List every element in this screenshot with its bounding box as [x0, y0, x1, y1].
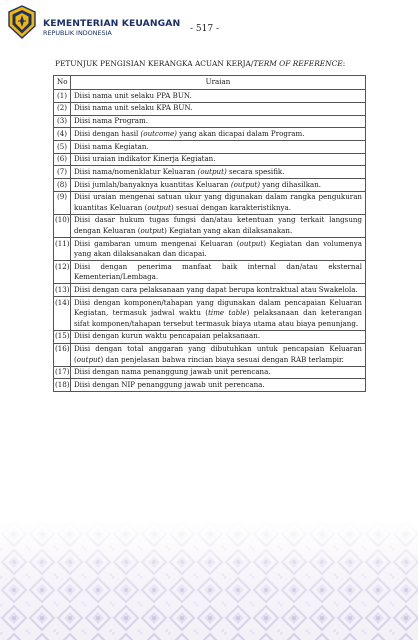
- row-number: (1): [54, 90, 71, 103]
- row-description: [71, 102, 366, 115]
- row-description: [71, 379, 366, 392]
- row-description: [71, 179, 366, 192]
- description-text: Diisi nama unit selaku PPA BUN.: [74, 90, 192, 100]
- row-description: [71, 166, 366, 179]
- title-italic: TERM OF REFERENCE: [253, 59, 343, 68]
- row-number: (14): [54, 297, 71, 331]
- description-italic-term: (output): [230, 179, 261, 189]
- column-header-no: No: [54, 76, 71, 90]
- description-text: secara spesifik.: [226, 166, 285, 176]
- description-italic-term: time table: [208, 308, 247, 318]
- description-italic-term: output: [76, 354, 101, 364]
- description-text: ) Kegiatan yang akan dilaksanakan.: [164, 225, 293, 235]
- table-row: [54, 191, 366, 214]
- description-text: Diisi dengan hasil: [74, 128, 141, 138]
- row-number: (4): [54, 128, 71, 141]
- page-header: [0, 0, 418, 48]
- table-row: [54, 166, 366, 179]
- page-number: - 517 -: [190, 24, 219, 34]
- row-number: (18): [54, 379, 71, 392]
- row-number: (11): [54, 238, 71, 261]
- ministry-block: [43, 18, 180, 38]
- description-text: Diisi dengan cara pelaksanaan yang dapat berupa kontraktual atau Swakelola.: [74, 285, 358, 295]
- row-description: [71, 238, 366, 261]
- description-text: Diisi dengan penerima manfaat baik internal dan/atau eksternal Kementerian/Lembaga.: [74, 261, 362, 282]
- column-header-desc: Uraian: [71, 76, 366, 90]
- description-italic-term: (outcome): [140, 128, 177, 138]
- description-text: Diisi uraian indikator Kinerja Kegiatan.: [74, 154, 216, 164]
- row-number: (17): [54, 366, 71, 379]
- table-row: [54, 153, 366, 166]
- row-description: [71, 214, 366, 237]
- row-number: (7): [54, 166, 71, 179]
- row-number: (16): [54, 343, 71, 366]
- row-description: [71, 191, 366, 214]
- row-number: (12): [54, 261, 71, 284]
- description-italic-term: output: [140, 225, 165, 235]
- table-row: [54, 330, 366, 343]
- document-title: [55, 58, 375, 69]
- row-number: (8): [54, 179, 71, 192]
- row-description: [71, 140, 366, 153]
- row-description: [71, 366, 366, 379]
- description-text: Diisi gambaran umum mengenai Keluaran (: [74, 238, 240, 248]
- table-row: [54, 140, 366, 153]
- table-row: [54, 284, 366, 297]
- ministry-emblem-icon: [7, 5, 37, 39]
- table-row: [54, 238, 366, 261]
- description-text: Diisi dasar hukum tugas fungsi dan/atau ketentuan yang terkait langsung dengan Keluaran (: [74, 215, 362, 235]
- description-text: Diisi jumlah/banyaknya kuantitas Keluaran: [74, 179, 231, 189]
- description-text: ) sesuai dengan karakteristiknya.: [171, 202, 292, 212]
- table-row: [54, 379, 366, 392]
- row-description: [71, 343, 366, 366]
- description-text: Diisi uraian mengenai satuan ukur yang digunakan dalam rangka pengukuran kuantitas Keluaran (: [74, 192, 362, 212]
- description-text: Diisi dengan kurun waktu pencapaian pelaksanaan.: [74, 331, 261, 341]
- row-number: (3): [54, 115, 71, 128]
- row-description: [71, 128, 366, 141]
- row-description: [71, 90, 366, 103]
- batik-pattern-decoration: [0, 520, 418, 640]
- description-text: Diisi nama/nomenklatur Keluaran: [74, 166, 198, 176]
- table-row: [54, 297, 366, 331]
- row-description: [71, 284, 366, 297]
- row-description: [71, 330, 366, 343]
- description-text: yang akan dicapai dalam Program.: [176, 128, 305, 138]
- row-number: (15): [54, 330, 71, 343]
- table-row: [54, 214, 366, 237]
- row-number: (2): [54, 102, 71, 115]
- description-text: yang dihasilkan.: [260, 179, 322, 189]
- table-header-row: [54, 76, 366, 90]
- description-italic-term: output: [147, 202, 172, 212]
- title-suffix: :: [342, 59, 346, 68]
- table-row: [54, 366, 366, 379]
- instruction-table: [53, 75, 366, 392]
- row-number: (6): [54, 153, 71, 166]
- table-row: [54, 343, 366, 366]
- table-row: [54, 128, 366, 141]
- table-row: [54, 179, 366, 192]
- row-number: (13): [54, 284, 71, 297]
- description-text: Diisi dengan nama penanggung jawab unit perencana.: [74, 367, 271, 377]
- description-text: Diisi dengan NIP penanggung jawab unit perencana.: [74, 379, 265, 389]
- ministry-name: KEMENTERIAN KEUANGAN: [43, 18, 181, 29]
- table-row: [54, 261, 366, 284]
- description-text: Diisi dengan total anggaran yang dibutuhkan untuk pencapaian Keluaran (: [74, 344, 362, 364]
- table-row: [54, 102, 366, 115]
- row-number: (9): [54, 191, 71, 214]
- row-number: (5): [54, 140, 71, 153]
- description-text: Diisi nama Kegiatan.: [74, 141, 149, 151]
- description-text: Diisi dengan komponen/tahapan yang digunakan dalam pencapaian Keluaran Kegiatan, termasuk jadwal waktu (: [74, 297, 362, 318]
- title-prefix: PETUNJUK PENGISIAN KERANGKA ACUAN KERJA/: [55, 59, 254, 68]
- row-description: [71, 297, 366, 331]
- description-text: Diisi nama unit selaku KPA BUN.: [74, 103, 193, 113]
- row-description: [71, 261, 366, 284]
- table-row: [54, 115, 366, 128]
- row-description: [71, 115, 366, 128]
- description-text: ) pelaksanaan dan keterangan sifat komponen/tahapan tersebut termasuk biaya utama atau biaya penunjang.: [74, 308, 362, 328]
- ministry-subtitle: REPUBLIK INDONESIA: [43, 29, 112, 37]
- table-row: [54, 90, 366, 103]
- row-number: (10): [54, 214, 71, 237]
- description-italic-term: (output): [197, 166, 227, 176]
- row-description: [71, 153, 366, 166]
- description-text: ) dan penjelasan bahwa rincian biaya sesuai dengan RAB terlampir.: [100, 354, 344, 364]
- description-italic-term: output: [239, 238, 264, 248]
- description-text: ) Kegiatan dan volumenya yang akan dilaksanakan dan dicapai.: [74, 238, 362, 259]
- description-text: Diisi nama Program.: [74, 116, 148, 126]
